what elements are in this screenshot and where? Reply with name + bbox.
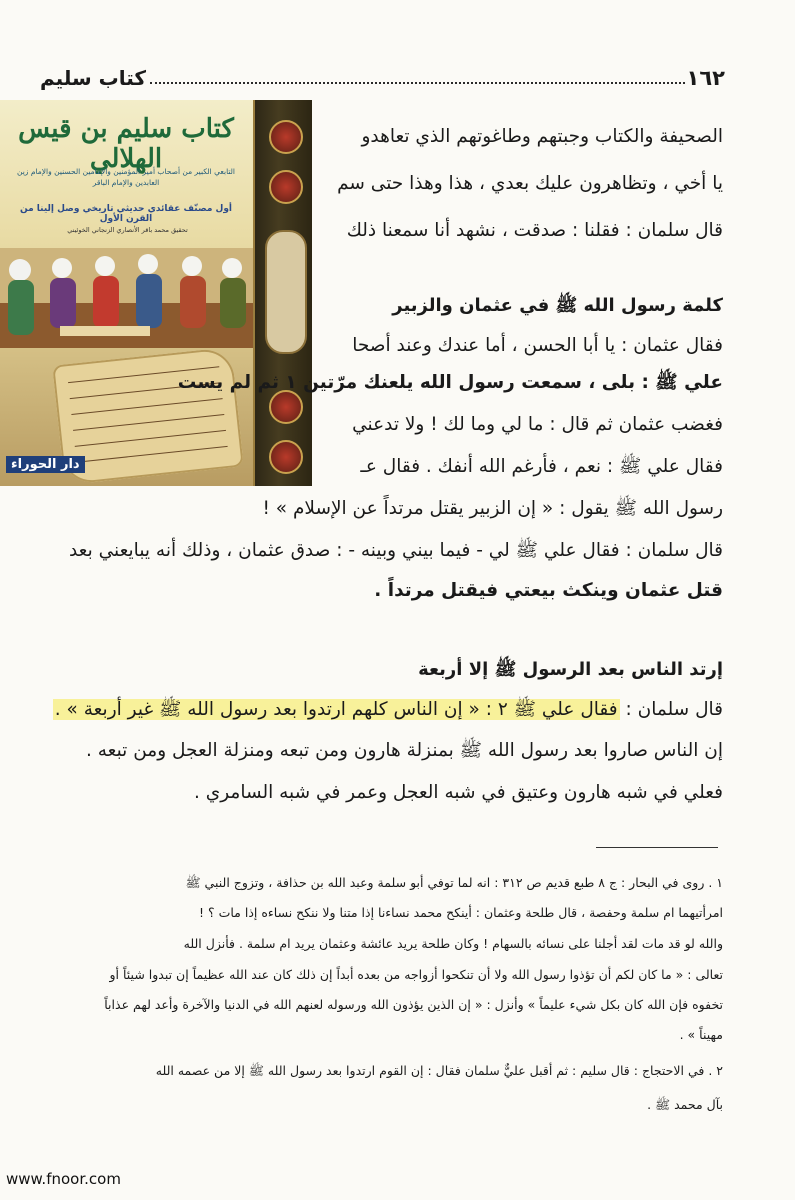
footnote-line: ١ . روى في البحار : ج ٨ طبع قديم ص ٣١٢ : انه لما توفي أبو سلمة وعبد الله بن حذافة ، وتزوج النبي ﷺ	[185, 875, 723, 890]
section-heading: إرتد الناس بعد الرسول ﷺ إلا أربعة	[418, 659, 723, 680]
body-line: فقال علي ﷺ : نعم ، فأرغم الله أنفك . فقال عـ	[360, 456, 723, 477]
body-line: يا أخي ، وتظاهرون عليك بعدي ، هذا وهذا حتى سم	[337, 173, 723, 194]
body-line: فغضب عثمان ثم قال : ما لي وما لك ! ولا تدعني	[352, 414, 723, 435]
running-title: كتاب سليم	[40, 66, 147, 90]
body-line: فعلي في شبه هارون وعتيق في شبه العجل وعمر في شبه السامري .	[193, 782, 723, 803]
body-line: الصحيفة والكتاب وجبتهم وطاغوتهم الذي تعاهدو	[361, 126, 723, 147]
section-heading: كلمة رسول الله ﷺ في عثمان والزبير	[392, 295, 723, 316]
footnote-line: ٢ . في الاحتجاج : قال سليم : ثم أقبل عليٌّ سلمان فقال : إن القوم ارتدوا بعد رسول الله ﷺ إلا من عصمه الله	[155, 1063, 723, 1078]
cover-publisher: دار الحوراء	[6, 456, 85, 473]
spine-ornament-icon	[269, 120, 303, 154]
cover-editor: تحقيق محمد باقر الأنصاري الزنجاني الخوئيني	[67, 226, 188, 234]
footnote-line: تخفوه فإن الله كان بكل شيء عليماً » وأنزل : « إن الذين يؤذون الله ورسوله لعنهم الله في الدنيا والآخرة وأعد لهم عذاباً	[104, 997, 723, 1012]
body-line: قال سلمان : فقال علي ﷺ لي - فيما بيني وبينه - : صدق عثمان ، وذلك أنه يبايعني بعد	[68, 540, 723, 561]
cover-scholars-illustration	[0, 248, 253, 348]
highlighted-quote: فقال علي ﷺ ٢ : « إن الناس كلهم ارتدوا بعد رسول الله ﷺ غير أربعة » .	[54, 699, 618, 720]
book-cover-image	[0, 100, 312, 486]
body-line: رسول الله ﷺ يقول : « إن الزبير يقتل مرتداً عن الإسلام » !	[262, 498, 723, 519]
body-line: فقال عثمان : يا أبا الحسن ، أما عندك وعند أصحا	[352, 335, 723, 356]
body-text: قال سلمان :	[625, 699, 723, 720]
cover-front	[0, 100, 253, 486]
footnote-line: تعالى : « ما كان لكم أن تؤذوا رسول الله ولا أن تنكحوا أزواجه من بعده أبداً إن ذلك كان عند الله عظيماً إن تبدوا شيئاً أو	[109, 967, 723, 982]
spine-panel	[265, 230, 307, 354]
cover-tagline: أول مصنّف عقائدي حديثي تاريخي وصل إلينا من القرن الأول	[19, 204, 233, 224]
body-line	[53, 697, 723, 723]
website-watermark: www.fnoor.com	[6, 1170, 121, 1188]
cover-subtitle: التابعي الكبير من أصحاب أمير المؤمنين والإمامين الحسنين والإمام زين العابدين والإمام الباقر	[17, 167, 235, 187]
footnote-separator	[596, 847, 718, 848]
cover-title: كتاب سليم بن قيس الهلالي	[18, 114, 234, 174]
cover-spine	[253, 100, 312, 486]
footnote-line: مهيناً » .	[679, 1027, 723, 1042]
body-line: قال سلمان : فقلنا : صدقت ، نشهد أنا سمعنا ذلك	[346, 220, 723, 241]
spine-ornament-icon	[269, 440, 303, 474]
footnote-line: والله لو قد مات لقد أجلنا على نسائه بالسهام ! وكان طلحة يريد عائشة وعثمان يريد ام سلمة . فأنزل الله	[183, 936, 723, 951]
header-dotted-rule	[150, 82, 685, 84]
spine-ornament-icon	[269, 170, 303, 204]
page-number: ١٦٢	[686, 66, 725, 90]
footnote-line: امرأتيهما ام سلمة وحفصة ، قال طلحة وعثمان : أينكح محمد نساءنا إذا متنا ولا ننكح نساءه إذا مات ؟ !	[199, 905, 723, 920]
footnote-line: بآل محمد ﷺ .	[647, 1097, 723, 1112]
page-header	[0, 58, 795, 98]
body-line: قتل عثمان وينكث بيعتي فيقتل مرتداً .	[374, 580, 723, 601]
body-line: إن الناس صاروا بعد رسول الله ﷺ بمنزلة هارون ومن تبعه ومنزلة العجل ومن تبعه .	[85, 740, 723, 761]
body-line: علي ﷺ : بلى ، سمعت رسول الله يلعنك مرّتين ١ ثم لم يست	[177, 372, 723, 393]
